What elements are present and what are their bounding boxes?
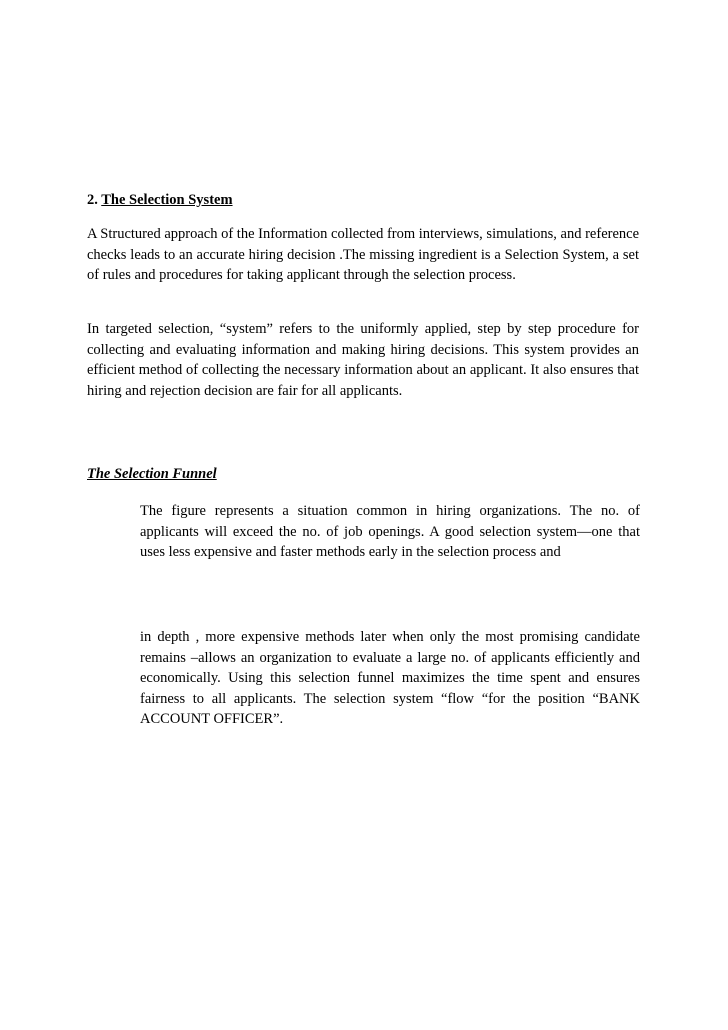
section-number: 2.	[87, 192, 98, 208]
section-title: The Selection System	[101, 192, 233, 208]
paragraph-targeted-selection: In targeted selection, “system” refers to the uniformly applied, step by step procedure for collecting and evaluating information and making hiring decisions. This system provides an efficient method of collecting the necessary information about an applicant. It also ensures that hiring and rejection decision are fair for all applicants.	[87, 321, 639, 399]
section-heading	[87, 190, 233, 210]
paragraph-funnel-part-1: The figure represents a situation common in hiring organizations. The no. of applicants will exceed the no. of job openings. A good selection system—one that uses less expensive and faster methods early in the selection process and	[140, 503, 640, 560]
funnel-heading: The Selection Funnel	[87, 466, 217, 482]
paragraph-selection-system-intro: A Structured approach of the Information collected from interviews, simulations, and reference checks leads to an accurate hiring decision .The missing ingredient is a Selection System, a set of rules and procedures for taking applicant through the selection process.	[87, 226, 640, 283]
paragraph-funnel-part-2: in depth , more expensive methods later when only the most promising candidate remains –allows an organization to evaluate a large no. of applicants efficiently and economically. Using this selection funnel maximizes the time spent and ensures fairness to all applicants. The selection system “flow “for the position “BANK ACCOUNT OFFICER”.	[140, 629, 640, 727]
